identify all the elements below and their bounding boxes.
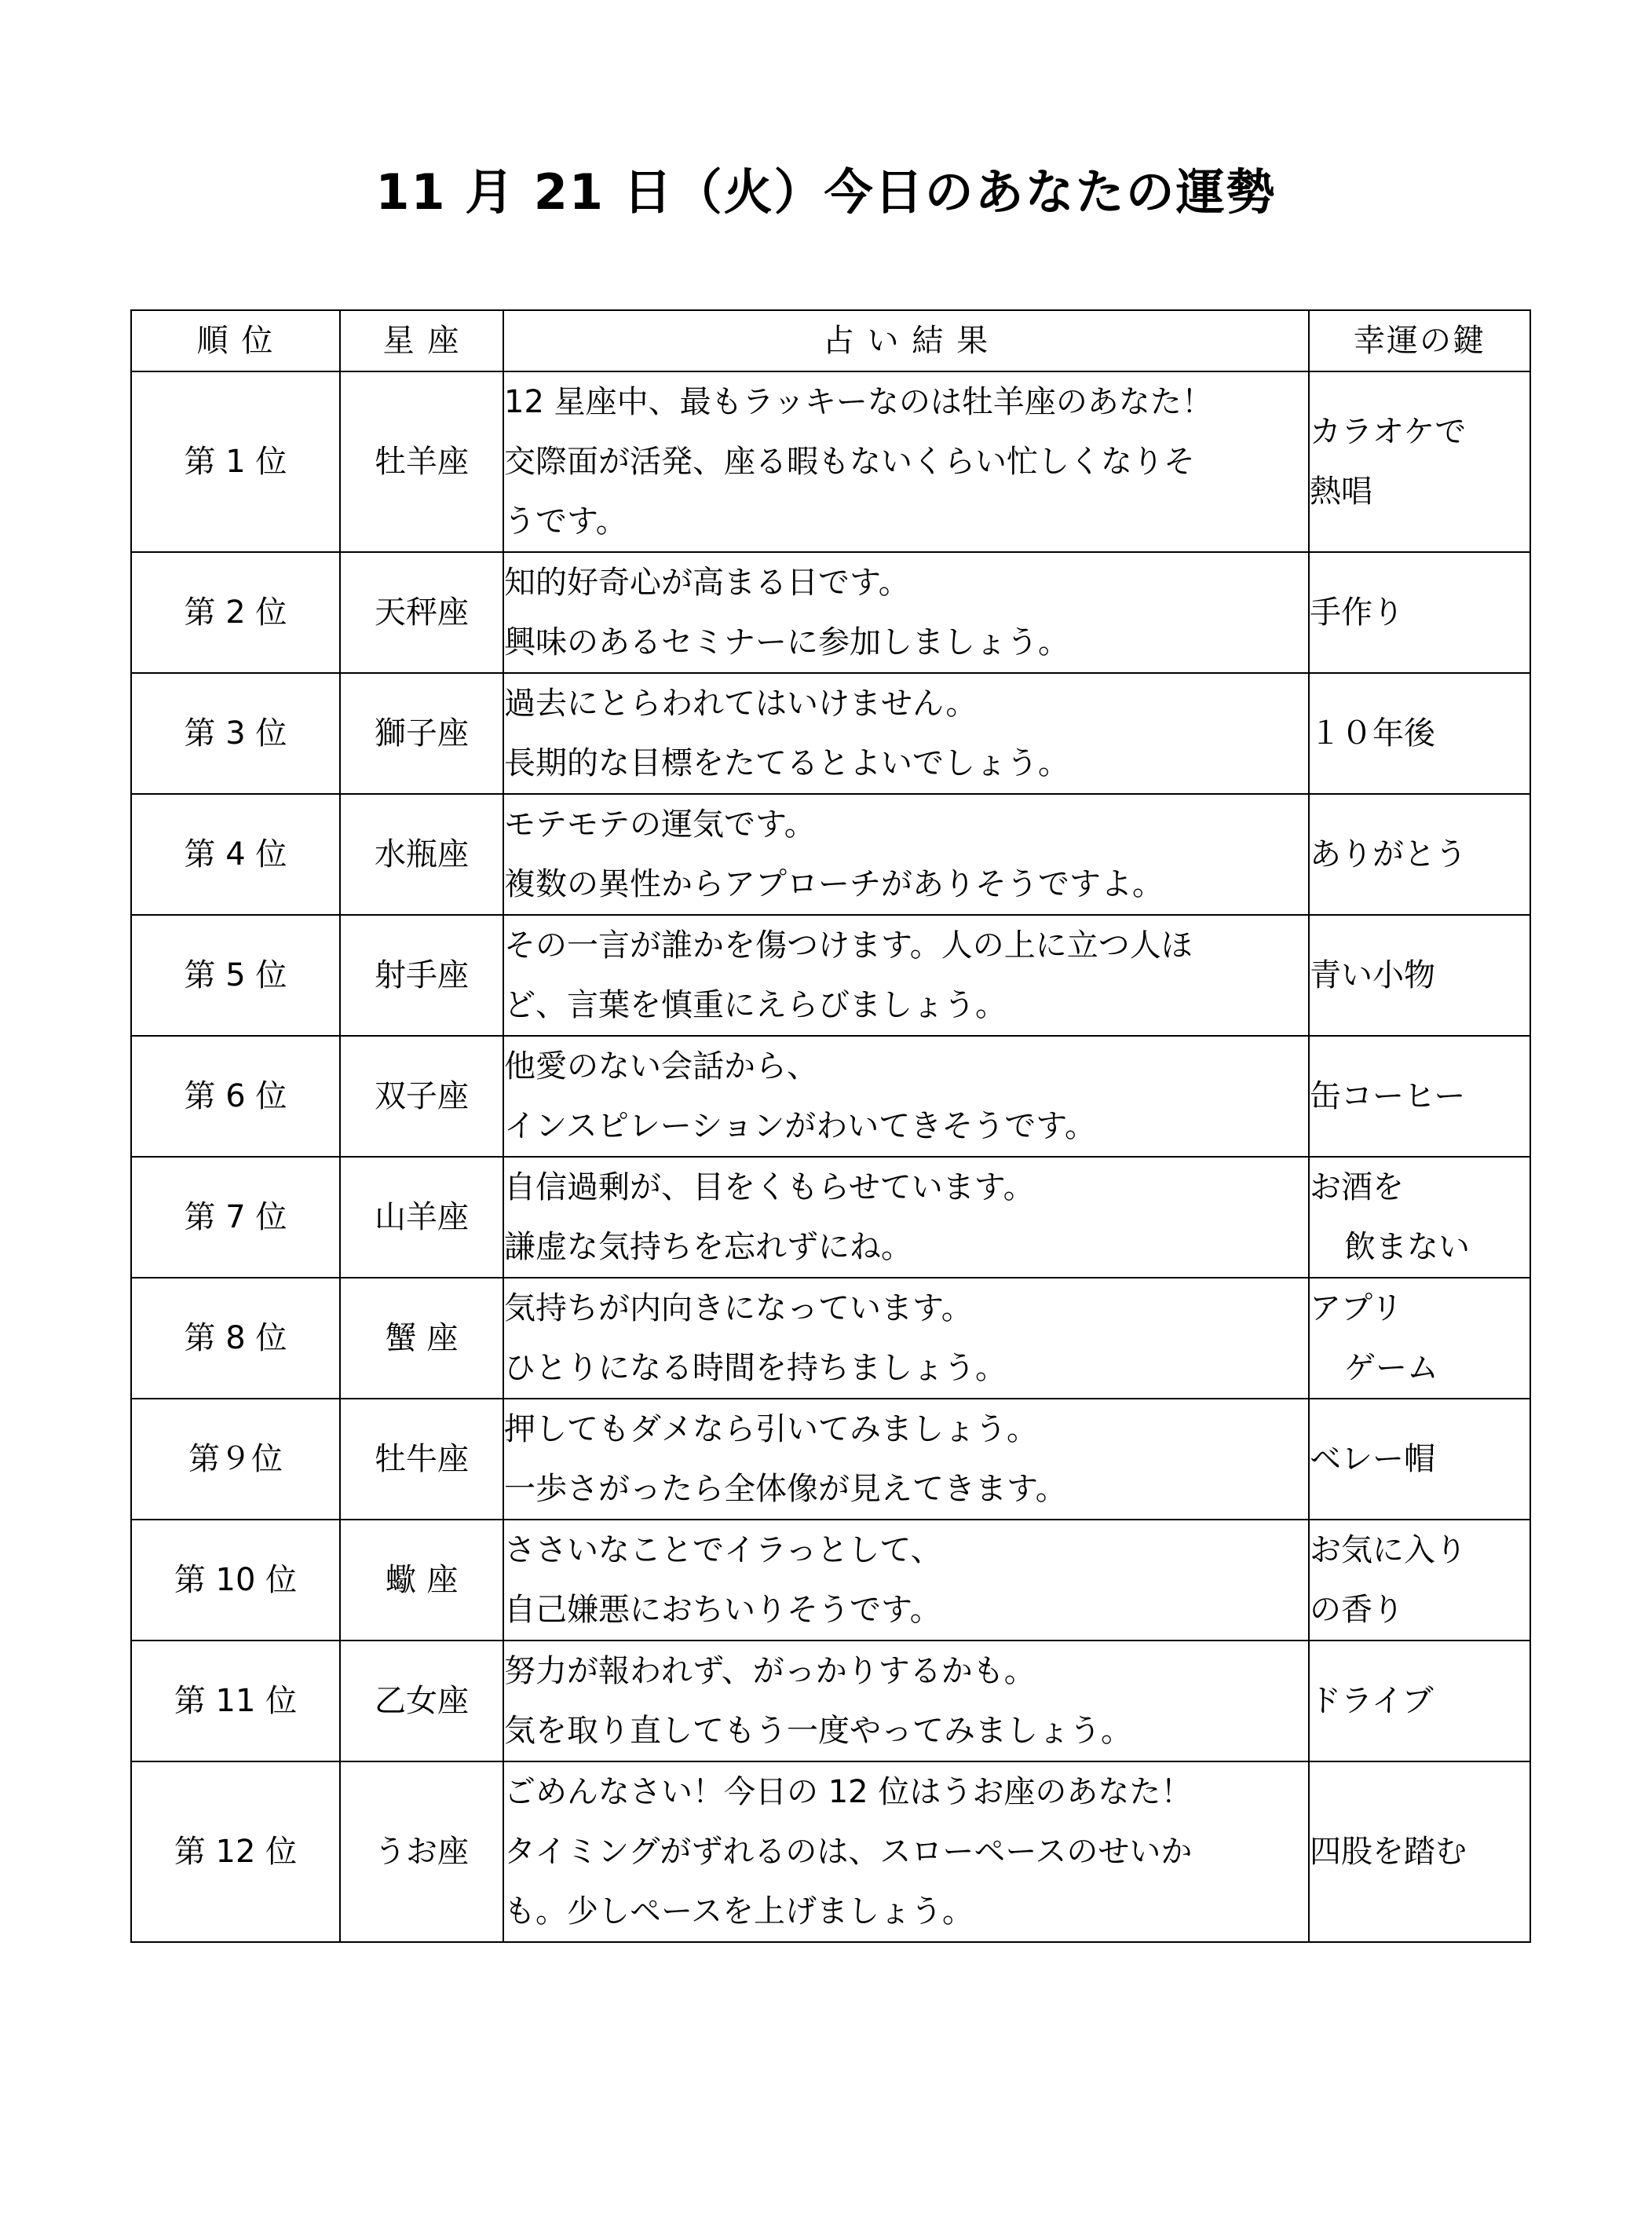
sign-cell: 牡羊座 (340, 371, 503, 552)
result-line: 長期的な目標をたてるとよいでしょう。 (504, 745, 1069, 781)
result-line: 過去にとらわれてはいけません。 (504, 686, 978, 722)
header-lucky-key: 幸運の鍵 (1309, 310, 1530, 371)
sign-cell: 双子座 (340, 1036, 503, 1157)
result-cell (503, 1520, 1309, 1641)
lucky-key-line: 青い小物 (1310, 957, 1435, 993)
header-rank: 順 位 (131, 310, 340, 371)
lucky-key-cell (1309, 1278, 1530, 1399)
result-cell (503, 1157, 1309, 1278)
page-title: 11 月 21 日（火）今日のあなたの運勢 (375, 163, 1277, 221)
result-line: 気を取り直してもう一度やってみましょう。 (504, 1713, 1132, 1749)
result-line: も。少しペースを上げましょう。 (504, 1893, 974, 1930)
result-line: 自信過剰が、目をくもらせています。 (504, 1169, 1035, 1205)
result-line: 一歩さがったら全体像が見えてきます。 (504, 1471, 1067, 1507)
result-line: 努力が報われず、がっかりするかも。 (504, 1653, 1036, 1689)
result-cell (503, 1036, 1309, 1157)
lucky-key-cell (1309, 371, 1530, 552)
lucky-key-line: カラオケで (1310, 414, 1467, 450)
lucky-key-line: 飲まない (1344, 1229, 1470, 1265)
result-line: その一言が誰かを傷つけます。人の上に立つ人ほ (504, 927, 1193, 964)
result-line: 気持ちが内向きになっています。 (504, 1290, 973, 1326)
result-line: 他愛のない会話から、 (504, 1048, 818, 1085)
result-line: ごめんなさい！今日の 12 位はうお座のあなた！ (504, 1774, 1193, 1810)
table-row (131, 794, 1530, 915)
rank-cell: 第９位 (131, 1399, 340, 1520)
header-result: 占 い 結 果 (503, 310, 1309, 371)
result-cell (503, 794, 1309, 915)
table-row (131, 1641, 1530, 1761)
lucky-key-line: １０年後 (1310, 715, 1435, 752)
lucky-key-line: 熱唱 (1310, 474, 1372, 510)
result-line: ど、言葉を慎重にえらびましょう。 (504, 987, 1007, 1023)
table-row (131, 915, 1530, 1036)
lucky-key-line: ベレー帽 (1310, 1441, 1435, 1477)
sign-cell: うお座 (340, 1761, 503, 1942)
table-row (131, 371, 1530, 552)
result-line: 知的好奇心が高まる日です。 (504, 565, 910, 601)
lucky-key-cell (1309, 1641, 1530, 1761)
rank-cell: 第 6 位 (131, 1036, 340, 1157)
lucky-key-cell (1309, 1036, 1530, 1157)
lucky-key-line: ありがとう (1310, 836, 1467, 872)
rank-cell: 第 4 位 (131, 794, 340, 915)
result-line: インスピレーションがわいてきそうです。 (504, 1108, 1096, 1144)
lucky-key-line: お酒を (1310, 1169, 1404, 1205)
rank-cell: 第 2 位 (131, 552, 340, 673)
sign-cell: 蠍 座 (340, 1520, 503, 1641)
lucky-key-cell (1309, 915, 1530, 1036)
table-row (131, 1036, 1530, 1157)
result-cell (503, 1278, 1309, 1399)
lucky-key-cell (1309, 794, 1530, 915)
lucky-key-line: ドライブ (1310, 1683, 1434, 1719)
result-line: 12 星座中、最もラッキーなのは牡羊座のあなた！ (504, 384, 1213, 420)
result-line: 交際面が活発、座る暇もないくらい忙しくなりそ (504, 444, 1195, 480)
result-line: 謙虚な気持ちを忘れずにね。 (504, 1229, 912, 1265)
rank-cell: 第 1 位 (131, 371, 340, 552)
result-line: ささいなことでイラっとして、 (504, 1532, 942, 1568)
lucky-key-line: 手作り (1310, 594, 1404, 631)
result-cell (503, 552, 1309, 673)
lucky-key-cell (1309, 1761, 1530, 1942)
result-cell (503, 371, 1309, 552)
lucky-key-cell (1309, 673, 1530, 794)
result-cell (503, 1641, 1309, 1761)
header-sign: 星 座 (340, 310, 503, 371)
rank-cell: 第 8 位 (131, 1278, 340, 1399)
rank-cell: 第 10 位 (131, 1520, 340, 1641)
sign-cell: 天秤座 (340, 552, 503, 673)
sign-cell: 山羊座 (340, 1157, 503, 1278)
sign-cell: 乙女座 (340, 1641, 503, 1761)
header-row (131, 310, 1530, 371)
table-row (131, 1399, 1530, 1520)
sign-cell: 射手座 (340, 915, 503, 1036)
lucky-key-line: の香り (1310, 1592, 1404, 1628)
result-cell (503, 673, 1309, 794)
result-line: ひとりになる時間を持ちましょう。 (504, 1350, 1007, 1386)
result-line: 興味のあるセミナーに参加しましょう。 (504, 624, 1069, 660)
result-line: モテモテの運気です。 (504, 807, 816, 843)
lucky-key-line: 四股を踏む (1310, 1834, 1467, 1870)
result-line: 複数の異性からアプローチがありそうですよ。 (504, 866, 1164, 902)
lucky-key-cell (1309, 1520, 1530, 1641)
result-cell (503, 915, 1309, 1036)
fortune-table (130, 309, 1531, 1943)
sign-cell: 牡牛座 (340, 1399, 503, 1520)
lucky-key-line: お気に入り (1310, 1532, 1467, 1568)
table-row (131, 1761, 1530, 1942)
table-row (131, 1157, 1530, 1278)
rank-cell: 第 3 位 (131, 673, 340, 794)
lucky-key-cell (1309, 1399, 1530, 1520)
table-row (131, 673, 1530, 794)
table-row (131, 1520, 1530, 1641)
result-cell (503, 1761, 1309, 1942)
rank-cell: 第 5 位 (131, 915, 340, 1036)
lucky-key-line: ゲーム (1344, 1350, 1438, 1386)
lucky-key-cell (1309, 552, 1530, 673)
result-line: タイミングがずれるのは、スローペースのせいか (504, 1834, 1193, 1870)
lucky-key-line: 缶コーヒー (1310, 1078, 1466, 1114)
result-line: 押してもダメなら引いてみましょう。 (504, 1411, 1038, 1447)
rank-cell: 第 12 位 (131, 1761, 340, 1942)
table-row (131, 552, 1530, 673)
sign-cell: 獅子座 (340, 673, 503, 794)
sign-cell: 水瓶座 (340, 794, 503, 915)
sign-cell: 蟹 座 (340, 1278, 503, 1399)
rank-cell: 第 11 位 (131, 1641, 340, 1761)
rank-cell: 第 7 位 (131, 1157, 340, 1278)
lucky-key-line: アプリ (1310, 1290, 1403, 1326)
result-line: うです。 (504, 503, 627, 540)
table-row (131, 1278, 1530, 1399)
result-cell (503, 1399, 1309, 1520)
lucky-key-cell (1309, 1157, 1530, 1278)
result-line: 自己嫌悪におちいりそうです。 (504, 1592, 941, 1628)
